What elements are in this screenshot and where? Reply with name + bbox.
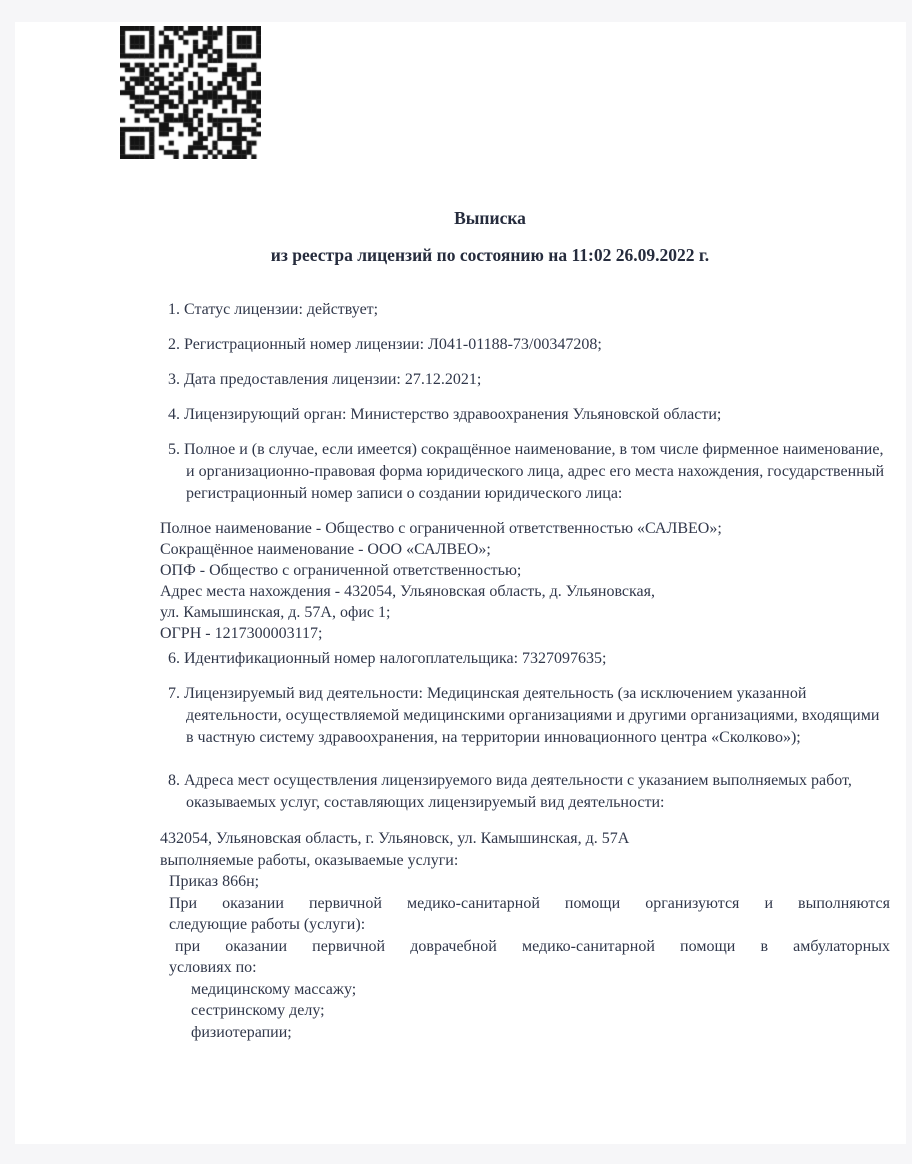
org-details [160, 518, 890, 644]
document-content [160, 206, 890, 1043]
license-item [168, 648, 890, 670]
detail-line: физиотерапии; [191, 1023, 292, 1041]
item-number: 3. [168, 371, 180, 388]
item-number: 7. [168, 685, 180, 702]
item-text: Статус лицензии: действует; [180, 301, 379, 318]
detail-line: ОПФ - Общество с ограниченной ответственностью; [160, 562, 522, 579]
item-number: 8. [168, 772, 180, 789]
document-header [160, 206, 820, 267]
license-extract-page [15, 22, 906, 1144]
item-text: Адреса мест осуществления лицензируемого вида деятельности с указанием выполняемых работ, оказываемых услуг, составляющих лицензируемый вид деятельности: [180, 772, 852, 811]
detail-line: следующие работы (услуги): [169, 916, 366, 933]
license-item [168, 439, 890, 505]
detail-line: Полное наименование - Общество с ограниченной ответственностью «САЛВЕО»; [160, 520, 722, 537]
qr-code [120, 26, 261, 159]
detail-line: медицинскому массажу; [191, 980, 357, 998]
item-text: Дата предоставления лицензии: 27.12.2021; [180, 371, 482, 388]
item-number: 4. [168, 406, 180, 423]
detail-line: условиях по: [169, 959, 257, 976]
license-item [168, 334, 890, 356]
item-number: 2. [168, 336, 180, 353]
detail-line: 432054, Ульяновская область, г. Ульяновск, ул. Камышинская, д. 57А [160, 830, 630, 847]
item-text: Лицензирующий орган: Министерство здравоохранения Ульяновской области; [180, 406, 722, 423]
item-text: Лицензируемый вид деятельности: Медицинская деятельность (за исключением указанной деятельности, осуществляемой медицинскими организациями и другими организациями, входящими в частную систему здравоохранения, на территории инновационного центра «Сколково»); [180, 685, 880, 746]
detail-line: ул. Камышинская, д. 57А, офис 1; [160, 604, 391, 621]
detail-line: сестринскому делу; [191, 1002, 325, 1019]
detail-line: выполняемые работы, оказываемые услуги: [160, 851, 459, 869]
license-item [168, 369, 890, 391]
detail-line: При оказании первичной медико-санитарной помощи организуются и выполняются [169, 894, 890, 912]
document-body [160, 299, 890, 1043]
work-address-details [160, 828, 890, 1043]
item-text: Идентификационный номер налогоплательщика: 7327097635; [180, 650, 607, 667]
license-item [168, 404, 890, 426]
license-item [168, 770, 890, 814]
document-title: Выписка [454, 208, 526, 228]
detail-line: Адрес места нахождения - 432054, Ульяновская область, д. Ульяновская, [160, 583, 655, 600]
item-text: Регистрационный номер лицензии: Л041-01188-73/00347208; [180, 336, 602, 353]
item-number: 5. [168, 441, 180, 458]
license-item [168, 299, 890, 321]
item-number: 6. [168, 650, 180, 667]
detail-line: при оказании первичной доврачебной медико-санитарной помощи в амбулаторных [175, 937, 890, 955]
item-number: 1. [168, 301, 180, 318]
item-text: Полное и (в случае, если имеется) сокращённое наименование, в том числе фирменное наименование, и организационно-правовая форма юридического лица, адрес его места нахождения, государственный регистрационный номер записи о создании юридического лица: [180, 441, 885, 502]
document-subtitle: из реестра лицензий по состоянию на 11:02 26.09.2022 г. [270, 245, 710, 265]
detail-line: Приказ 866н; [169, 873, 260, 890]
detail-line: Сокращённое наименование - ООО «САЛВЕО»; [160, 541, 491, 558]
license-item [168, 683, 890, 749]
detail-line: ОГРН - 1217300003117; [160, 625, 323, 642]
